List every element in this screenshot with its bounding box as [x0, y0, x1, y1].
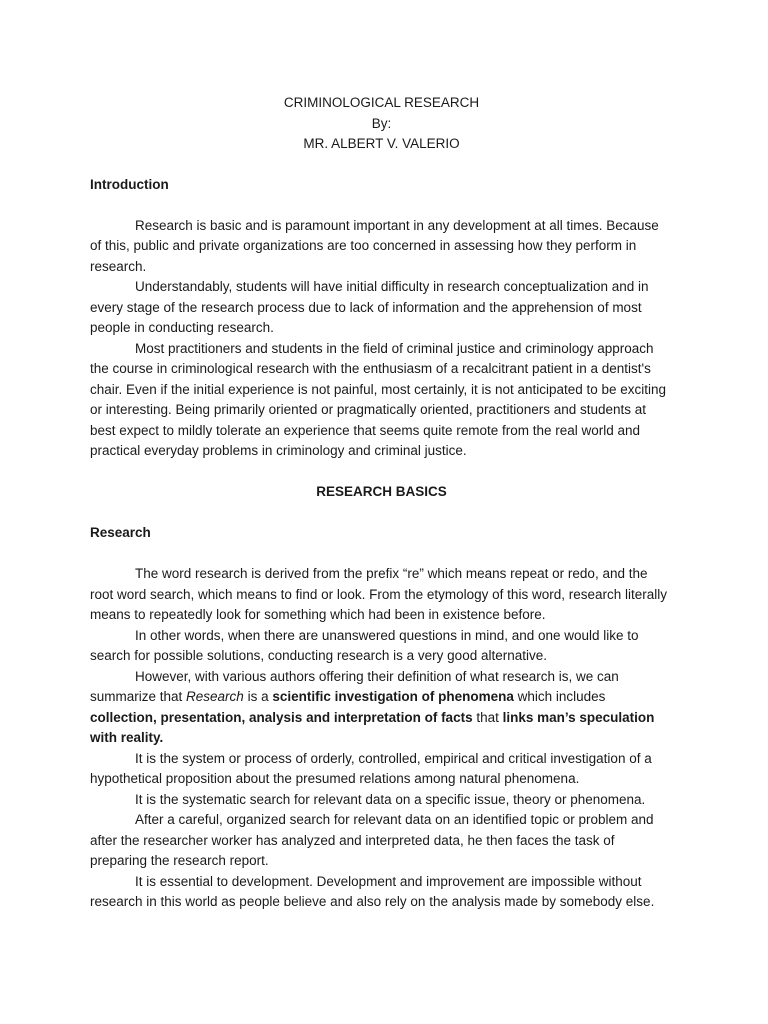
definition-text: which includes — [513, 689, 606, 704]
section-title: RESEARCH BASICS — [316, 484, 447, 499]
research-section — [90, 564, 673, 913]
intro-paragraph: Most practitioners and students in the field of criminal justice and criminology approach the course in criminological research with the enthusiasm of a recalcitrant patient in a dentist's chair. Even if the initial experience is not painful, most certainly, it is not anticipated to be exciting or interesting. Being primarily oriented or pragmatically oriented, practitioners and students at best expect to mildly tolerate an experience that seems quite remote from the real world and practical everyday problems in criminology and criminal justice. — [90, 340, 667, 458]
definition-bold-text: links man’s speculation with reality. — [90, 709, 655, 745]
research-paragraph: The word research is derived from the prefix “re” which means repeat or redo, and the root word search, which means to find or look. From the etymology of this word, research literally means to repeatedly look for something which had been in existence before. — [90, 566, 667, 622]
definition-paragraph — [90, 667, 673, 749]
research-paragraph: It is essential to development. Development and improvement are impossible without research in this world as people believe and also rely on the analysis made by somebody else. — [90, 873, 655, 909]
research-paragraph: In other words, when there are unanswered questions in mind, and one would like to search for possible solutions, conducting research is a very good alternative. — [90, 627, 639, 663]
intro-section — [90, 216, 673, 462]
intro-heading: Introduction — [90, 176, 169, 192]
intro-paragraph: Understandably, students will have initial difficulty in research conceptualization and in every stage of the research process due to lack of information and the apprehension of most people in conducting research. — [90, 279, 649, 335]
research-paragraph: It is the system or process of orderly, controlled, empirical and critical investigation of a hypothetical proposition about the presumed relations among natural phenomena. — [90, 750, 652, 786]
title-block — [90, 93, 673, 155]
definition-text: that — [472, 709, 503, 725]
research-heading: Research — [90, 525, 151, 540]
intro-paragraph: Research is basic and is paramount important in any development at all times. Because of this, public and private organizations are too concerned in assessing how they perform in research. — [90, 217, 659, 274]
document-title: CRIMINOLOGICAL RESEARCH — [283, 95, 480, 110]
author-name: MR. ALBERT V. VALERIO — [303, 136, 460, 151]
definition-text: However, with various authors offering their definition of what research is, we can summarize that — [90, 668, 619, 704]
definition-bold-text: collection, presentation, analysis and interpretation of facts — [90, 709, 473, 725]
definition-italic-term: Research — [186, 689, 244, 704]
definition-text: is a — [243, 689, 273, 704]
by-line: By: — [371, 115, 392, 131]
research-paragraph: It is the systematic search for relevant data on a specific issue, theory or phenomena. — [135, 791, 646, 807]
definition-bold-text: scientific investigation of phenomena — [272, 689, 514, 704]
research-paragraph: After a careful, organized search for relevant data on an identified topic or problem and after the researcher worker has analyzed and interpreted data, he then faces the task of preparing the research report. — [90, 812, 654, 868]
